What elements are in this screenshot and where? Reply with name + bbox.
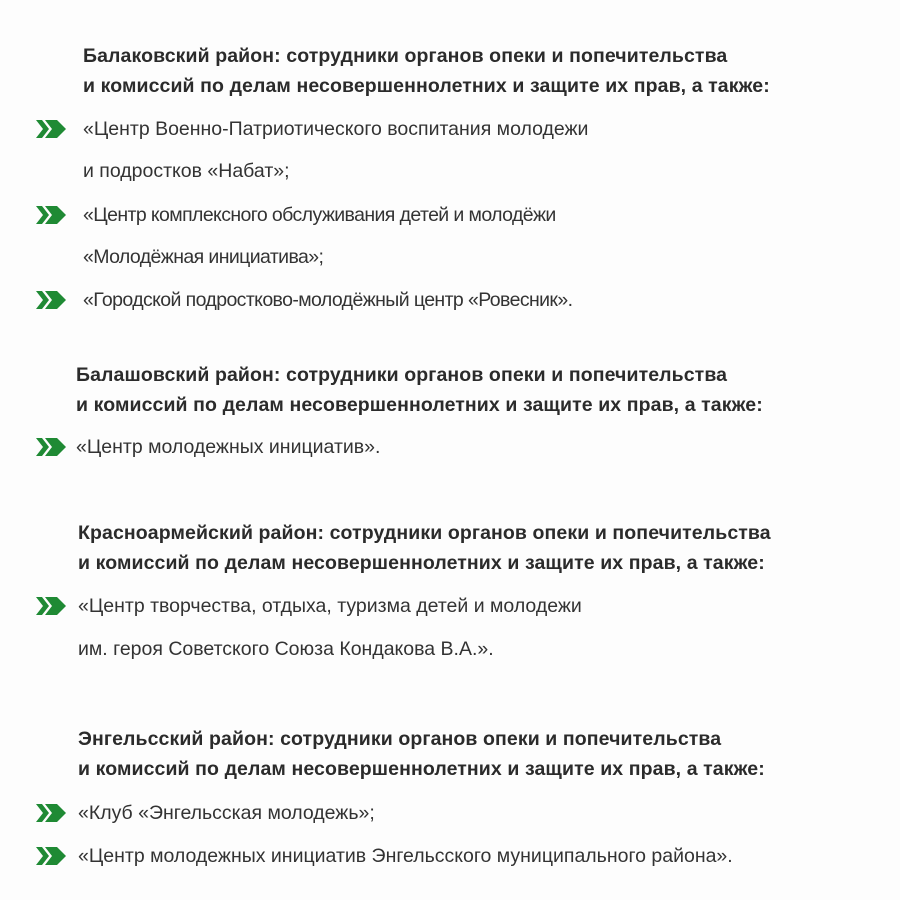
list-item-text: «Центр творчества, отдыха, туризма детей и молодежи — [78, 595, 582, 617]
double-chevron-right-icon — [36, 291, 66, 309]
list-item-text: «Центр Военно-Патриотического воспитания молодежи — [83, 118, 589, 140]
double-chevron-right-icon — [36, 847, 66, 865]
section-heading-line-1: Балаковский район: сотрудники органов опеки и попечительства — [83, 45, 728, 67]
double-chevron-right-icon — [36, 438, 66, 456]
section-heading-line-1: Красноармейский район: сотрудники органов опеки и попечительства — [78, 522, 771, 544]
section-heading-line-1: Энгельсский район: сотрудники органов опеки и попечительства — [78, 728, 722, 750]
double-chevron-right-icon — [36, 597, 66, 615]
list-item-text: «Клуб «Энгельсская молодежь»; — [78, 802, 375, 824]
list-item-text: «Городской подростково-молодёжный центр «Ровесник». — [83, 289, 573, 311]
list-item-text-continued: «Молодёжная инициатива»; — [83, 246, 324, 268]
double-chevron-right-icon — [36, 206, 66, 224]
section-heading-line-2: и комиссий по делам несовершеннолетних и защите их прав, а также: — [78, 758, 765, 780]
double-chevron-right-icon — [36, 120, 66, 138]
section-heading-line-1: Балашовский район: сотрудники органов опеки и попечительства — [76, 364, 728, 386]
list-item-text: «Центр молодежных инициатив Энгельсского муниципального района». — [78, 845, 733, 867]
list-item-text: «Центр молодежных инициатив». — [76, 436, 381, 458]
double-chevron-right-icon — [36, 804, 66, 822]
section-heading-line-2: и комиссий по делам несовершеннолетних и защите их прав, а также: — [78, 552, 765, 574]
list-item-text-continued: им. героя Советского Союза Кондакова В.А.». — [78, 638, 494, 660]
list-item-text-continued: и подростков «Набат»; — [83, 160, 290, 182]
list-item-text: «Центр комплексного обслуживания детей и молодёжи — [83, 204, 556, 226]
section-heading-line-2: и комиссий по делам несовершеннолетних и защите их прав, а также: — [83, 75, 770, 97]
section-heading-line-2: и комиссий по делам несовершеннолетних и защите их прав, а также: — [76, 394, 763, 416]
